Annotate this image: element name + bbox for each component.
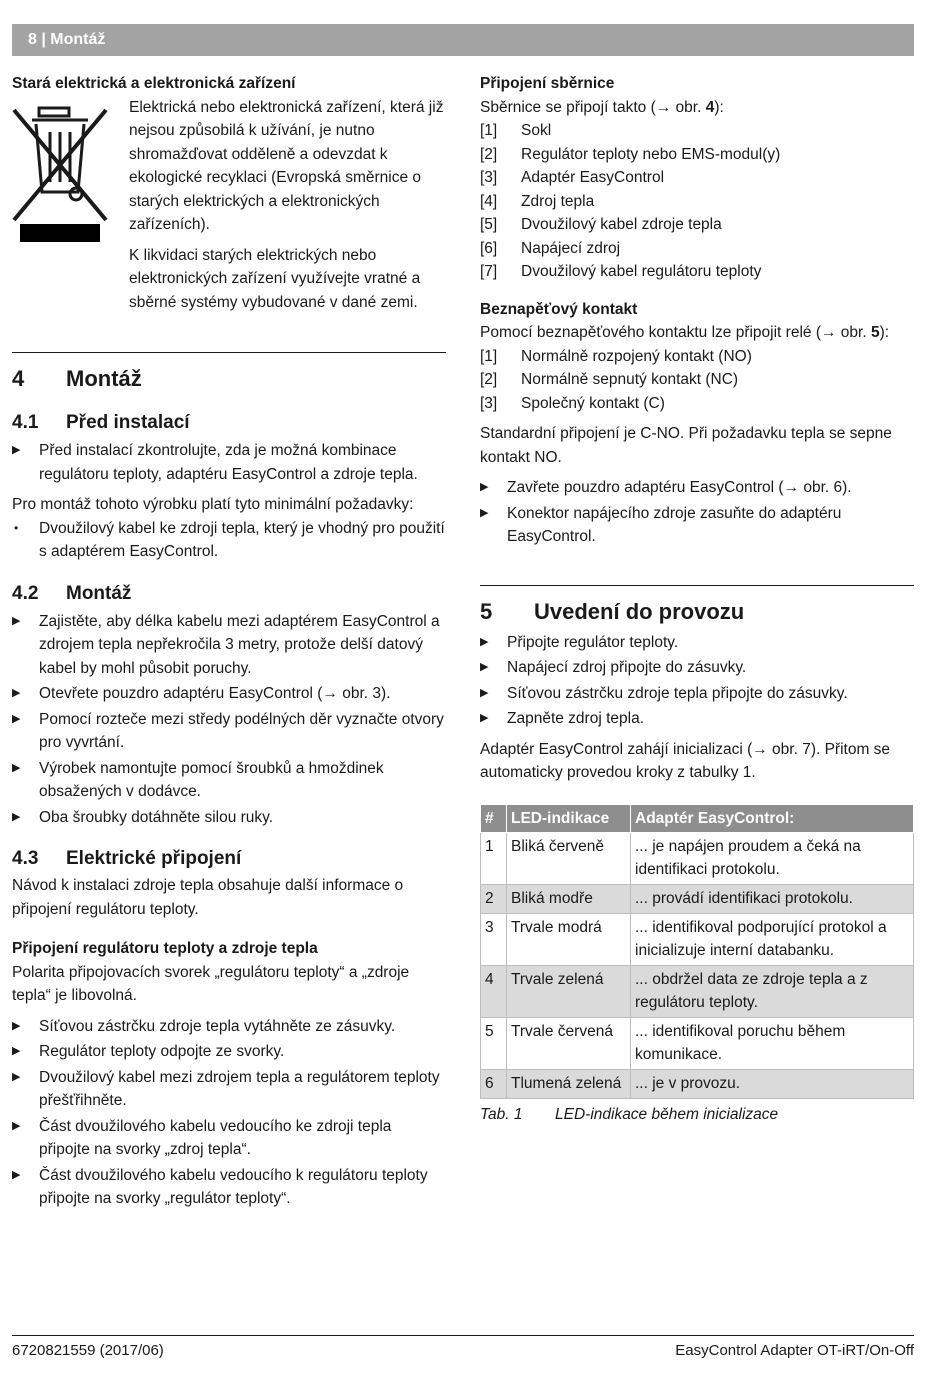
table-cell: ... provádí identifikaci protokolu.: [631, 884, 914, 913]
list-item: [4] Zdroj tepla: [480, 192, 595, 210]
table-row: [481, 1017, 914, 1069]
section-number: 4.1: [12, 412, 39, 433]
list-item: ▶ Část dvoužilového kabelu vedoucího k regulátoru teploty připojte na svorky „regulátor teploty“.: [12, 1164, 446, 1211]
step-list: [12, 1015, 446, 1211]
table-cell: 2: [481, 884, 507, 913]
section-4-3-heading: [12, 846, 446, 872]
list-item: ▶ Pomocí rozteče mezi středy podélných děr vyznačte otvory pro vyvrtání.: [12, 708, 446, 755]
paragraph: Adaptér EasyControl zahájí inicializaci (→ obr. 7). Přitom se automaticky provedou kroky z tabulky 1.: [480, 740, 891, 781]
list-item: ▶ Síťovou zástrčku zdroje tepla připojte do zásuvky.: [480, 682, 914, 706]
list-item: [3] Společný kontakt (C): [480, 394, 665, 412]
page-footer: [12, 1335, 914, 1363]
paragraph: Standardní připojení je C-NO. Při požadavku tepla se sepne kontakt NO.: [480, 425, 892, 466]
caption-text: LED-indikace během inicializace: [555, 1105, 779, 1123]
list-item: [1] Normálně rozpojený kontakt (NO): [480, 347, 752, 365]
contact-legend-list: [480, 345, 914, 416]
table-cell: ... obdržel data ze zdroje tepla a z regulátoru teploty.: [631, 965, 914, 1017]
caption-label: Tab. 1: [480, 1105, 523, 1123]
list-item: ▶ Před instalací zkontrolujte, zda je možná kombinace regulátoru teploty, adaptéru EasyControl a zdroje tepla.: [12, 439, 446, 486]
bus-legend-list: [480, 119, 914, 284]
list-item: • Dvoužilový kabel ke zdroji tepla, který je vhodný pro použití s adaptérem EasyControl.: [12, 517, 446, 564]
column-header: LED-indikace: [507, 804, 631, 832]
weee-paragraph-2: K likvidaci starých elektrických nebo elektronických zařízení využívejte vratné a sběrné systémy vybudované v dané zemi.: [129, 246, 421, 311]
left-column: [12, 72, 446, 1211]
step-list: [12, 439, 446, 486]
section-number: 4.3: [12, 848, 39, 869]
list-item: ▶ Dvoužilový kabel mezi zdrojem tepla a regulátorem teploty přešťřihněte.: [12, 1066, 446, 1113]
step-list: [480, 631, 914, 731]
right-column: [480, 72, 914, 1126]
table-row: [481, 913, 914, 965]
paragraph: Polarita připojovacích svorek „regulátoru teploty“ a „zdroje tepla“ je libovolná.: [12, 963, 410, 1004]
requirement-list: [12, 517, 446, 564]
table-cell: Bliká červeně: [507, 832, 631, 884]
list-item: [1] Sokl: [480, 122, 552, 139]
section-title: Elektrické připojení: [66, 848, 242, 869]
table-cell: 3: [481, 913, 507, 965]
section-number: 4.2: [12, 582, 39, 604]
section-divider: [480, 585, 914, 586]
table-row: [481, 832, 914, 884]
weee-title: Stará elektrická a elektronická zařízení: [12, 75, 296, 92]
section-4-1-heading: [12, 410, 446, 436]
section-title: Montáž: [66, 366, 142, 391]
weee-section: [12, 72, 446, 314]
section-number: 4: [12, 366, 25, 391]
table-cell: ... je napájen proudem a čeká na identifikaci protokolu.: [631, 832, 914, 884]
subsection-title: Beznapěťový kontakt: [480, 300, 638, 318]
list-item: ▶ Regulátor teploty odpojte ze svorky.: [12, 1040, 446, 1064]
list-item: ▶ Část dvoužilového kabelu vedoucího ke zdroji tepla připojte na svorky „zdroj tepla“.: [12, 1115, 446, 1162]
column-header: Adaptér EasyControl:: [631, 804, 914, 832]
table-cell: 6: [481, 1069, 507, 1098]
led-table: [480, 804, 914, 1099]
paragraph: Pomocí beznapěťového kontaktu lze připojit relé (→ obr. 5):: [480, 324, 890, 341]
table-row: [481, 884, 914, 913]
list-item: ▶ Zavřete pouzdro adaptéru EasyControl (→ obr. 6).: [480, 476, 914, 500]
list-item: [3] Adaptér EasyControl: [480, 169, 665, 186]
list-item: ▶ Síťovou zástrčku zdroje tepla vytáhněte ze zásuvky.: [12, 1015, 446, 1039]
weee-text: [129, 96, 446, 315]
list-item: ▶ Napájecí zdroj připojte do zásuvky.: [480, 656, 914, 680]
crossed-out-bin-icon: [12, 102, 108, 244]
table-cell: ... je v provozu.: [631, 1069, 914, 1098]
list-item: [6] Napájecí zdroj: [480, 239, 621, 257]
section-4-2-heading: [12, 581, 446, 607]
section-title: Montáž: [66, 582, 132, 604]
paragraph: Návod k instalaci zdroje tepla obsahuje další informace o připojení regulátoru teploty.: [12, 877, 404, 918]
table-cell: Trvale modrá: [507, 913, 631, 965]
list-item: ▶ Výrobek namontujte pomocí šroubků a hmoždinek obsažených v dodávce.: [12, 757, 446, 804]
section-4-heading: [12, 365, 446, 393]
subsection-title: Připojení sběrnice: [480, 75, 615, 92]
table-caption: [480, 1103, 914, 1127]
document-number: 6720821559 (2017/06): [12, 1342, 164, 1359]
list-item: [2] Regulátor teploty nebo EMS-modul(y): [480, 145, 781, 163]
list-item: ▶ Oba šroubky dotáhněte silou ruky.: [12, 806, 446, 830]
page-header: 8 | Montáž: [12, 24, 914, 56]
step-list: [480, 476, 914, 549]
section-title: Uvedení do provozu: [534, 598, 745, 624]
weee-paragraph-1: Elektrická nebo elektronická zařízení, která již nejsou způsobilá k užívání, je nutno shromažďovat odděleně a odevzdat k ekologické recyklaci (Evropská směrnice o starých elektrických a elektronických zařízeních).: [129, 98, 444, 233]
table-header-row: [481, 804, 914, 832]
table-cell: ... identifikoval poruchu během komunikace.: [631, 1017, 914, 1069]
paragraph: Pro montáž tohoto výrobku platí tyto minimální požadavky:: [12, 496, 414, 513]
list-item: ▶ Zapněte zdroj tepla.: [480, 707, 914, 731]
step-list: [12, 610, 446, 830]
paragraph: Sběrnice se připojí takto (→ obr. 4):: [480, 98, 724, 116]
table-cell: ... identifikoval podporující protokol a inicializuje interní databanku.: [631, 913, 914, 965]
section-title: Před instalací: [66, 412, 190, 433]
table-cell: 1: [481, 832, 507, 884]
list-item: [7] Dvoužilový kabel regulátoru teploty: [480, 263, 762, 280]
table-cell: 4: [481, 965, 507, 1017]
table-cell: Tlumená zelená: [507, 1069, 631, 1098]
list-item: ▶ Připojte regulátor teploty.: [480, 631, 914, 655]
table-row: [481, 965, 914, 1017]
product-name: EasyControl Adapter OT-iRT/On-Off: [675, 1342, 914, 1359]
table-row: [481, 1069, 914, 1098]
list-item: [2] Normálně sepnutý kontakt (NC): [480, 371, 739, 388]
section-5-heading: [480, 598, 914, 626]
list-item: ▶ Zajistěte, aby délka kabelu mezi adaptérem EasyControl a zdrojem tepla nepřekročila 3 metry, protože delší datový kabel by mohl působit poruchy.: [12, 610, 446, 681]
subsection-title: Připojení regulátoru teploty a zdroje tepla: [12, 940, 318, 957]
table-cell: Bliká modře: [507, 884, 631, 913]
section-divider: [12, 352, 446, 353]
table-cell: 5: [481, 1017, 507, 1069]
section-number: 5: [480, 598, 493, 624]
list-item: ▶ Otevřete pouzdro adaptéru EasyControl (→ obr. 3).: [12, 682, 446, 706]
table-cell: Trvale zelená: [507, 965, 631, 1017]
list-item: [5] Dvoužilový kabel zdroje tepla: [480, 216, 722, 233]
list-item: ▶ Konektor napájecího zdroje zasuňte do adaptéru EasyControl.: [480, 502, 914, 549]
column-header: #: [481, 804, 507, 832]
table-cell: Trvale červená: [507, 1017, 631, 1069]
